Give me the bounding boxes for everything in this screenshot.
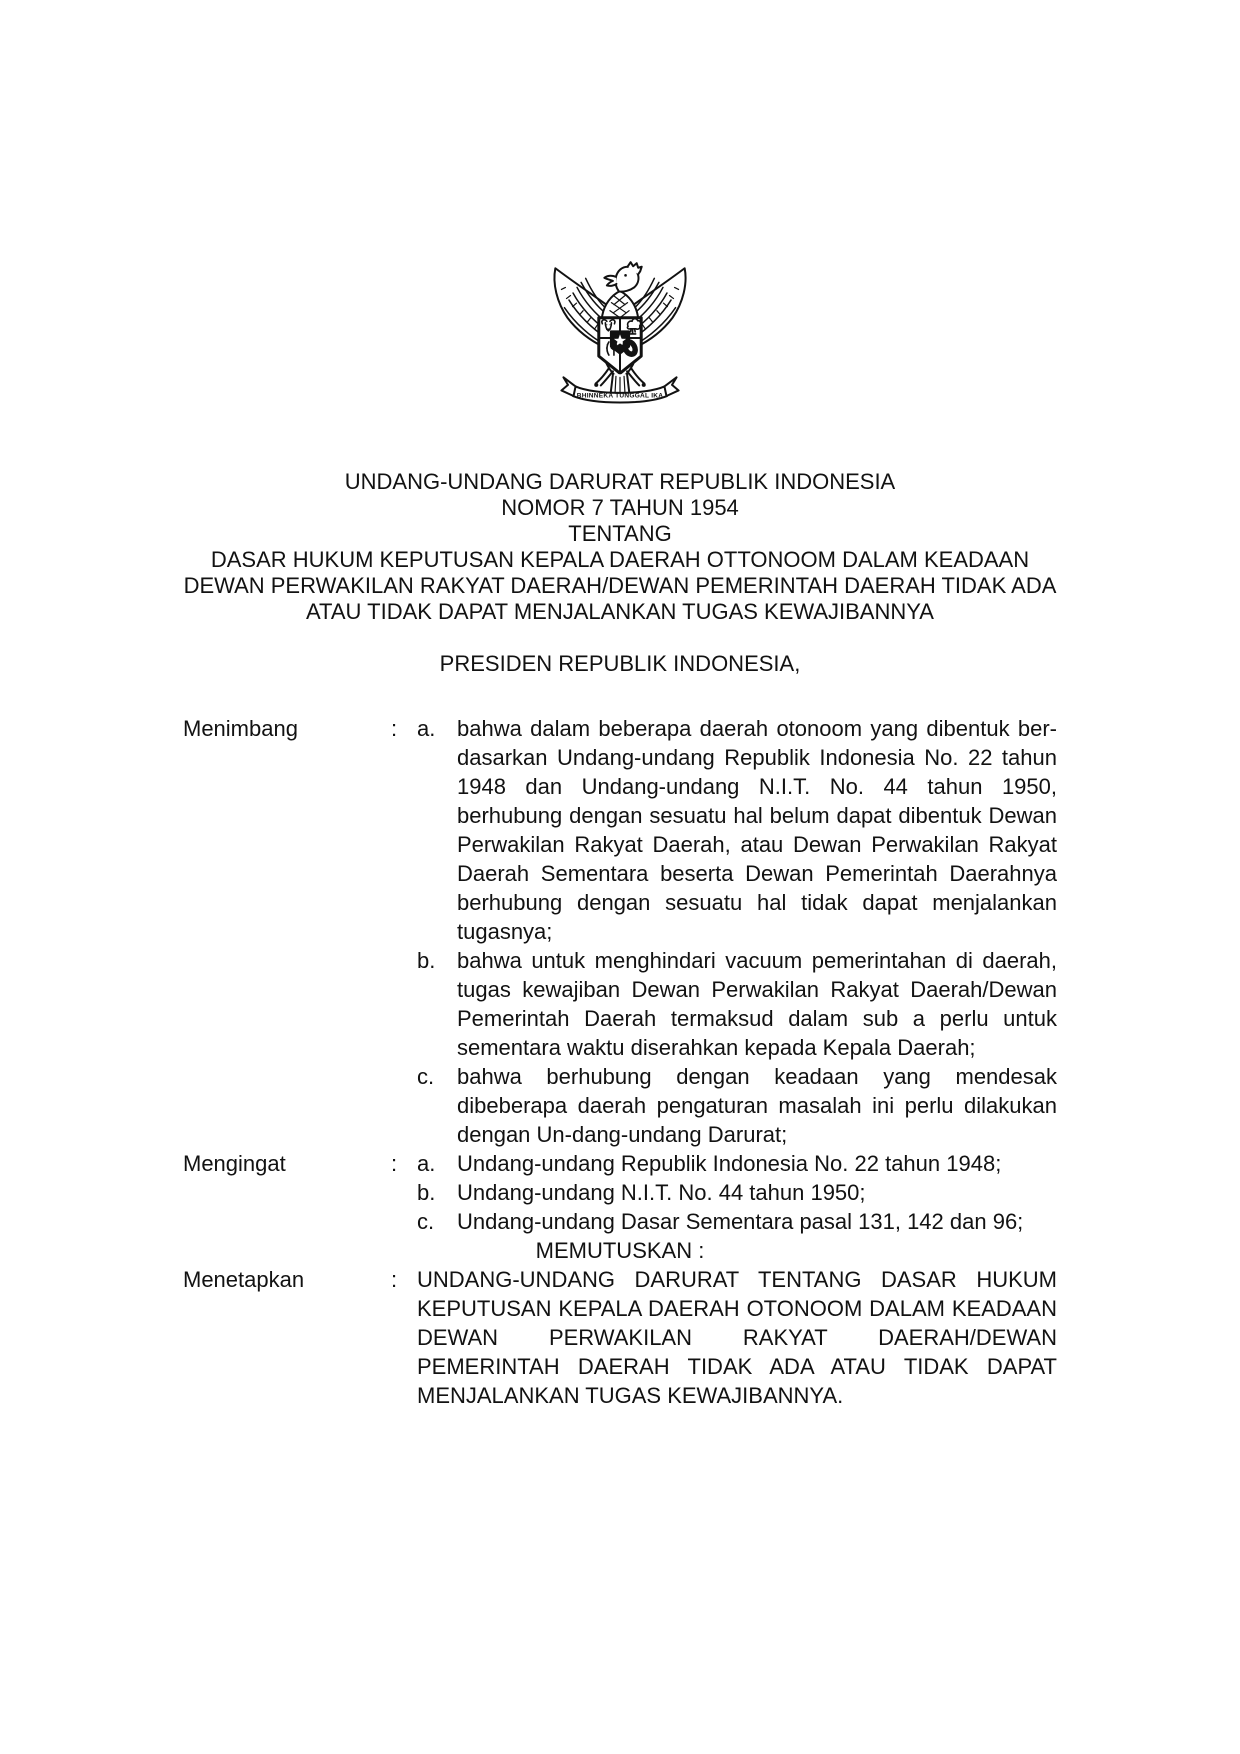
list-item [417,946,1057,1062]
document-title-block [183,469,1057,625]
section-label: Menimbang [183,716,298,741]
item-text: Undang-undang N.I.T. No. 44 tahun 1950; [457,1180,866,1205]
list-item [417,1062,1057,1149]
section-items [417,714,1057,1149]
section-menimbang [183,714,1057,1149]
document-body [183,714,1057,1410]
item-text: bahwa berhubung dengan keadaan yang mendesak dibeberapa daerah pengaturan masalah ini perlu dilakukan dengan Un-dang-undang Darurat; [457,1064,1057,1147]
title-line-6: ATAU TIDAK DAPAT MENJALANKAN TUGAS KEWAJIBANNYA [306,599,934,624]
item-marker: b. [417,948,436,973]
salutation: PRESIDEN REPUBLIK INDONESIA, [439,651,801,676]
section-mengingat [183,1149,1057,1236]
enactment-text: UNDANG-UNDANG DARURAT TENTANG DASAR HUKUM KEPUTUSAN KEPALA DAERAH OTONOOM DALAM KEADAAN DEWAN PERWAKILAN RAKYAT DAERAH/DEWAN PEMERINTAH DAERAH TIDAK ADA ATAU TIDAK DAPAT MENJALANKAN TUGAS KEWAJIBANNYA. [417,1267,1057,1408]
list-item [417,1149,1057,1178]
list-item [417,714,1057,946]
decision-heading: MEMUTUSKAN : [535,1238,705,1263]
eagle-head-icon [604,262,641,291]
item-text: bahwa dalam beberapa daerah otonoom yang dibentuk ber-dasarkan Undang-undang Republik Indonesia No. 22 tahun 1948 dan Undang-undang N.I.T. No. 44 tahun 1950, berhubung dengan sesuatu hal belum dapat dibentuk Dewan Perwakilan Rakyat Daerah, atau Dewan Perwakilan Rakyat Daerah Sementara beserta Dewan Pemerintah Daerahnya berhubung dengan sesuatu hal tidak dapat menjalankan tugasnya; [457,716,1057,944]
section-colon: : [391,1151,398,1176]
list-item [417,1178,1057,1207]
item-marker: c. [417,1209,435,1234]
item-text: Undang-undang Republik Indonesia No. 22 tahun 1948; [457,1151,1002,1176]
item-marker: b. [417,1180,436,1205]
emblem-container [183,243,1057,445]
title-line-4: DASAR HUKUM KEPUTUSAN KEPALA DAERAH OTTONOOM DALAM KEADAAN [210,547,1030,572]
garuda-pancasila-emblem [544,243,696,445]
item-text: bahwa untuk menghindari vacuum pemerintahan di daerah, tugas kewajiban Dewan Perwakilan Rakyat Daerah/Dewan Pemerintah Daerah termaksud dalam sub a perlu untuk sementara waktu diserahkan kepada Kepala Daerah; [457,948,1057,1060]
section-label: Menetapkan [183,1267,305,1292]
item-marker: a. [417,1151,436,1176]
title-line-3: TENTANG [568,521,672,546]
item-marker: a. [417,716,436,741]
title-line-2: NOMOR 7 TAHUN 1954 [501,495,739,520]
item-text: Undang-undang Dasar Sementara pasal 131, 142 dan 96; [457,1209,1024,1234]
section-label: Mengingat [183,1151,286,1176]
list-item [417,1207,1057,1236]
title-line-1: UNDANG-UNDANG DARURAT REPUBLIK INDONESIA [344,469,896,494]
pancasila-shield [599,318,641,374]
title-line-5: DEWAN PERWAKILAN RAKYAT DAERAH/DEWAN PEMERINTAH DAERAH TIDAK ADA [183,573,1057,598]
section-colon: : [391,1267,398,1292]
item-marker: c. [417,1064,435,1089]
section-items [417,1149,1057,1236]
motto-text: BHINNEKA TUNGGAL IKA [576,392,664,400]
section-colon: : [391,716,398,741]
section-menetapkan [183,1265,1057,1410]
